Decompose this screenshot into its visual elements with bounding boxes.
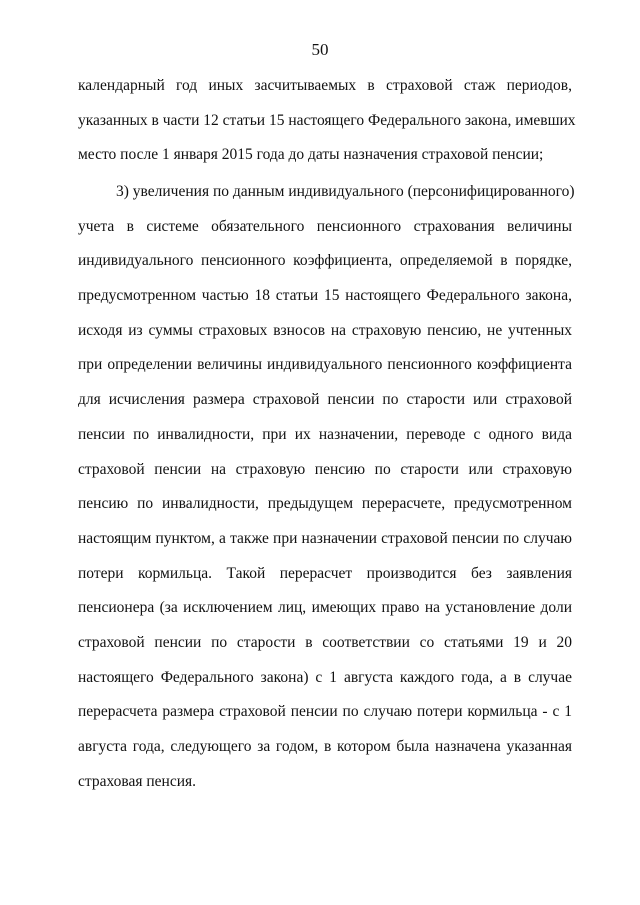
text-line: 3) увеличения по данным индивидуального (персонифицированного) — [116, 183, 575, 200]
page-number: 50 — [311, 40, 329, 59]
text-line: пенсию по инвалидности, предыдущем перерасчете, предусмотренном — [78, 495, 572, 513]
text-line: при определении величины индивидуального пенсионного коэффициента — [78, 356, 572, 374]
text-line: страховая пенсия. — [78, 772, 197, 790]
text-line: индивидуального пенсионного коэффициента, определяемой в порядке, — [78, 252, 572, 270]
text-line: учета в системе обязательного пенсионного страхования величины — [78, 217, 572, 235]
text-line: пенсии по инвалидности, при их назначении, переводе с одного вида — [78, 425, 572, 443]
text-line: календарный год иных засчитываемых в страховой стаж периодов, — [78, 77, 572, 94]
text-line: пенсионера (за исключением лиц, имеющих право на установление доли — [78, 599, 572, 617]
paragraph-continuation — [78, 76, 576, 180]
text-line: перерасчета размера страховой пенсии по случаю потери кормильца - с 1 — [78, 703, 572, 721]
text-line: место после 1 января 2015 года до даты назначения страховой пенсии; — [78, 146, 544, 164]
text-line: для исчисления размера страховой пенсии по старости или страховой — [78, 391, 572, 409]
text-line: потери кормильца. Такой перерасчет производится без заявления — [78, 564, 572, 582]
text-line: страховой пенсии на страховую пенсию по старости или страховую — [78, 460, 572, 478]
text-line: настоящего Федерального закона) с 1 августа каждого года, а в случае — [78, 668, 572, 686]
paragraph-item-3 — [78, 182, 575, 806]
text-line: августа года, следующего за годом, в котором была назначена указанная — [78, 738, 572, 755]
text-line: указанных в части 12 статьи 15 настоящего Федерального закона, имевших — [78, 111, 576, 129]
text-line: страховой пенсии по старости в соответствии со статьями 19 и 20 — [78, 633, 572, 651]
text-line: настоящим пунктом, а также при назначении страховой пенсии по случаю — [78, 529, 572, 547]
text-line: исходя из суммы страховых взносов на страховую пенсию, не учтенных — [78, 321, 572, 339]
text-line: предусмотренном частью 18 статьи 15 настоящего Федерального закона, — [78, 287, 572, 305]
